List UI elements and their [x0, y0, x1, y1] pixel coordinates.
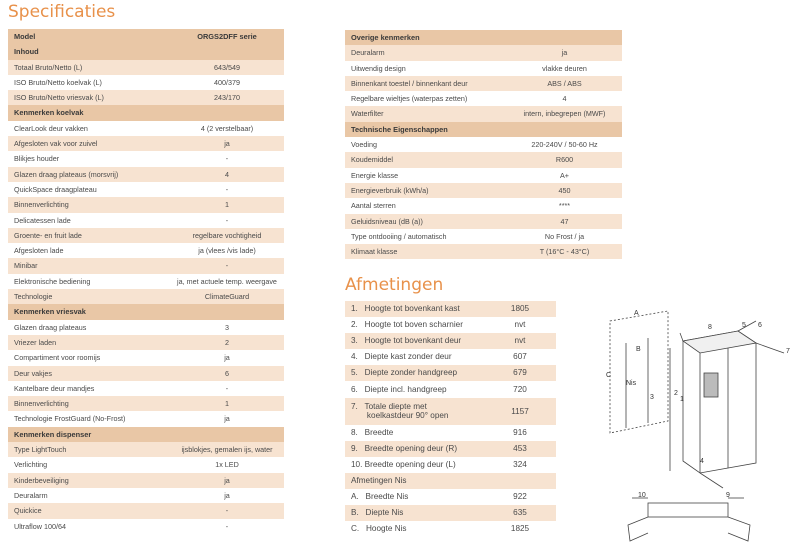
spec-value: 3: [170, 320, 284, 335]
spec-label: Technologie: [8, 289, 170, 304]
spec-value: -: [170, 213, 284, 228]
dimension-row: [345, 473, 556, 489]
spec-value: 1: [170, 197, 284, 212]
table-row: [8, 258, 284, 273]
spec-label: Minibar: [8, 258, 170, 273]
spec-label: Energieverbruik (kWh/a): [345, 183, 507, 198]
table-row: [8, 473, 284, 488]
spec-value: 1x LED: [170, 457, 284, 472]
dimension-label: 8. Breedte: [345, 425, 484, 441]
dimension-row: [345, 425, 556, 441]
spec-label: Geluidsniveau (dB (a)): [345, 214, 507, 229]
spec-value: -: [170, 258, 284, 273]
spec-label: Binnenverlichting: [8, 197, 170, 212]
spec-value: 47: [507, 214, 622, 229]
spec-label: Afgesloten lade: [8, 243, 170, 258]
table-row: [8, 366, 284, 381]
table-row: [345, 76, 622, 91]
dimension-row: [345, 441, 556, 457]
table-row: [8, 60, 284, 75]
dimension-marker: 10: [638, 492, 646, 499]
dimension-value: 607: [484, 349, 556, 365]
spec-value: [170, 105, 284, 120]
table-row: [8, 320, 284, 335]
spec-value: [170, 304, 284, 319]
dimension-row: [345, 505, 556, 521]
table-row: [8, 167, 284, 182]
spec-value: -: [170, 503, 284, 518]
spec-label: ISO Bruto/Netto koelvak (L): [8, 75, 170, 90]
table-row: [345, 106, 622, 121]
spec-label: Totaal Bruto/Netto (L): [8, 60, 170, 75]
spec-label: Binnenverlichting: [8, 396, 170, 411]
table-section-header: [8, 44, 284, 59]
table-section-header: [345, 122, 622, 137]
table-row: [8, 213, 284, 228]
spec-label: Model: [8, 29, 170, 44]
spec-value: ja: [170, 136, 284, 151]
table-row: [8, 121, 284, 136]
dimension-marker: 4: [700, 458, 704, 465]
door-left-open: [628, 517, 648, 541]
spec-value: regelbare vochtigheid: [170, 228, 284, 243]
table-row: [8, 75, 284, 90]
spec-label: Blikjes houder: [8, 151, 170, 166]
spec-value: ijsblokjes, gemalen ijs, water: [170, 442, 284, 457]
dimension-value: 916: [484, 425, 556, 441]
fridge-front: [683, 331, 756, 473]
spec-label: Technische Eigenschappen: [345, 122, 507, 137]
spec-value: -: [170, 381, 284, 396]
dimension-marker: A: [634, 310, 639, 317]
spec-label: Type ontdooiing / automatisch: [345, 229, 507, 244]
spec-value: ja: [170, 350, 284, 365]
spec-value: ORGS2DFF serie: [170, 29, 284, 44]
dimension-value: 1805: [484, 301, 556, 317]
spec-label: Vriezer laden: [8, 335, 170, 350]
table-row: [8, 519, 284, 534]
dimension-row: [345, 333, 556, 349]
spec-label: Energie klasse: [345, 168, 507, 183]
dimension-value: 635: [484, 505, 556, 521]
table-row: [345, 45, 622, 60]
spec-label: Regelbare wieltjes (waterpas zetten): [345, 91, 507, 106]
spec-label: Glazen draag plateaus: [8, 320, 170, 335]
spec-value: No Frost / ja: [507, 229, 622, 244]
table-row: [345, 61, 622, 76]
table-section-header: [8, 105, 284, 120]
spec-label: Kenmerken vriesvak: [8, 304, 170, 319]
table-row: [8, 289, 284, 304]
spec-value: 243/170: [170, 90, 284, 105]
table-row: [8, 335, 284, 350]
spec-label: ISO Bruto/Netto vriesvak (L): [8, 90, 170, 105]
table-row: [345, 152, 622, 167]
table-row: [8, 411, 284, 426]
table-row: [345, 198, 622, 213]
dimension-label: A. Breedte Nis: [345, 489, 484, 505]
dimension-label: 9. Breedte opening deur (R): [345, 441, 484, 457]
specs-title: Specificaties: [8, 2, 116, 22]
spec-value: 4: [507, 91, 622, 106]
dimension-value: [484, 473, 556, 489]
spec-value: 220-240V / 50-60 Hz: [507, 137, 622, 152]
dimension-value: 1825: [484, 521, 556, 537]
spec-value: ja: [170, 411, 284, 426]
spec-label: Kenmerken koelvak: [8, 105, 170, 120]
spec-label: Ultraflow 100/64: [8, 519, 170, 534]
dimension-row: [345, 398, 556, 425]
spec-label: ClearLook deur vakken: [8, 121, 170, 136]
spec-label: Technologie FrostGuard (No-Frost): [8, 411, 170, 426]
spec-label: Kenmerken dispenser: [8, 427, 170, 442]
spec-label: Quickice: [8, 503, 170, 518]
spec-value: -: [170, 182, 284, 197]
spec-label: Binnenkant toestel / binnenkant deur: [345, 76, 507, 91]
spec-value: T (16°C - 43°C): [507, 244, 622, 259]
dimension-marker: 1: [680, 396, 684, 403]
spec-label: Type LightTouch: [8, 442, 170, 457]
spec-label: Deuralarm: [345, 45, 507, 60]
table-row: [345, 91, 622, 106]
table-row: [345, 168, 622, 183]
spec-label: Waterfilter: [345, 106, 507, 121]
dimension-value: nvt: [484, 333, 556, 349]
dimensions-table: [345, 301, 556, 537]
spec-value: 6: [170, 366, 284, 381]
spec-label: Inhoud: [8, 44, 170, 59]
spec-label: Elektronische bediening: [8, 274, 170, 289]
spec-value: ja: [170, 473, 284, 488]
spec-value: [170, 44, 284, 59]
spec-label: Klimaat klasse: [345, 244, 507, 259]
spec-value: 2: [170, 335, 284, 350]
table-row: [345, 137, 622, 152]
door-right-open: [728, 517, 750, 541]
table-row: [8, 488, 284, 503]
dimension-marker: 9: [726, 492, 730, 499]
table-row: [345, 244, 622, 259]
dimension-marker: 2: [674, 390, 678, 397]
spec-label: Deuralarm: [8, 488, 170, 503]
dimension-label: C. Hoogte Nis: [345, 521, 484, 537]
spec-value: intern, inbegrepen (MWF): [507, 106, 622, 121]
spec-value: -: [170, 151, 284, 166]
spec-value: ja (vlees /vis lade): [170, 243, 284, 258]
dimension-row: [345, 317, 556, 333]
spec-label: Kantelbare deur mandjes: [8, 381, 170, 396]
fridge-plan-drawing: [628, 498, 750, 541]
dimension-marker: Nis: [626, 380, 637, 387]
spec-label: Verlichting: [8, 457, 170, 472]
table-row: [8, 136, 284, 151]
dimension-marker: 6: [758, 322, 762, 329]
dimension-row: [345, 489, 556, 505]
spec-label: Deur vakjes: [8, 366, 170, 381]
specs-table-left: [8, 29, 284, 534]
table-row: [8, 396, 284, 411]
dimension-row: [345, 349, 556, 365]
table-row: [8, 243, 284, 258]
niche-outline: [610, 311, 668, 433]
dimension-value: 679: [484, 365, 556, 381]
spec-value: R600: [507, 152, 622, 167]
spec-label: Koudemiddel: [345, 152, 507, 167]
table-row: [8, 442, 284, 457]
spec-value: ABS / ABS: [507, 76, 622, 91]
table-row: [345, 229, 622, 244]
dimension-label: Afmetingen Nis: [345, 473, 484, 489]
dimension-value: nvt: [484, 317, 556, 333]
dimension-label: 1. Hoogte tot bovenkant kast: [345, 301, 484, 317]
spec-value: [507, 122, 622, 137]
spec-value: [170, 427, 284, 442]
spec-value: 400/379: [170, 75, 284, 90]
dimension-marker: 8: [708, 324, 712, 331]
table-section-header: [8, 427, 284, 442]
spec-label: Delicatessen lade: [8, 213, 170, 228]
dimension-label: 6. Diepte incl. handgreep: [345, 381, 484, 397]
dimension-row: [345, 457, 556, 473]
spec-value: ja, met actuele temp. weergave: [170, 274, 284, 289]
table-row: [345, 214, 622, 229]
table-row: [8, 457, 284, 472]
dimension-row: [345, 521, 556, 537]
dims-title: Afmetingen: [345, 275, 444, 295]
dimension-label: 10. Breedte opening deur (L): [345, 457, 484, 473]
spec-label: QuickSpace draagplateau: [8, 182, 170, 197]
spec-value: 4: [170, 167, 284, 182]
specs-table-right: [345, 30, 622, 259]
table-section-header: [8, 29, 284, 44]
spec-label: Voeding: [345, 137, 507, 152]
dimension-marker: C: [606, 372, 612, 379]
dimension-value: 1157: [484, 398, 556, 425]
table-row: [8, 381, 284, 396]
spec-label: Overige kenmerken: [345, 30, 507, 45]
dimension-value: 324: [484, 457, 556, 473]
table-section-header: [8, 304, 284, 319]
dimension-label: 3. Hoogte tot bovenkant deur: [345, 333, 484, 349]
dimension-label: B. Diepte Nis: [345, 505, 484, 521]
fridge-dimension-diagram: [588, 303, 798, 548]
table-row: [8, 350, 284, 365]
dimension-value: 720: [484, 381, 556, 397]
dimension-label: 7. Totale diepte met koelkastdeur 90° open: [345, 398, 484, 425]
dimension-row: [345, 365, 556, 381]
table-row: [345, 183, 622, 198]
dispenser: [704, 373, 718, 397]
spec-value: ClimateGuard: [170, 289, 284, 304]
spec-label: Compartiment voor roomijs: [8, 350, 170, 365]
spec-label: Afgesloten vak voor zuivel: [8, 136, 170, 151]
spec-value: ****: [507, 198, 622, 213]
table-section-header: [345, 30, 622, 45]
spec-value: ja: [170, 488, 284, 503]
dimension-row: [345, 301, 556, 317]
dimension-value: 922: [484, 489, 556, 505]
table-row: [8, 503, 284, 518]
spec-value: 450: [507, 183, 622, 198]
table-row: [8, 182, 284, 197]
dimension-label: 5. Diepte zonder handgreep: [345, 365, 484, 381]
dimension-label: 2. Hoogte tot boven scharnier: [345, 317, 484, 333]
spec-label: Groente- en fruit lade: [8, 228, 170, 243]
fridge-plan-body: [648, 503, 728, 517]
table-row: [8, 228, 284, 243]
spec-value: A+: [507, 168, 622, 183]
spec-value: 4 (2 verstelbaar): [170, 121, 284, 136]
spec-value: 643/549: [170, 60, 284, 75]
spec-value: 1: [170, 396, 284, 411]
dimension-marker: 7: [786, 348, 790, 355]
table-row: [8, 90, 284, 105]
spec-value: ja: [507, 45, 622, 60]
dimension-value: 453: [484, 441, 556, 457]
fridge-3d-drawing: [610, 311, 784, 488]
table-row: [8, 274, 284, 289]
spec-value: -: [170, 519, 284, 534]
dimension-row: [345, 381, 556, 397]
dimension-marker: B: [636, 346, 641, 353]
spec-value: [507, 30, 622, 45]
table-row: [8, 197, 284, 212]
spec-label: Aantal sterren: [345, 198, 507, 213]
dimension-marker: 3: [650, 394, 654, 401]
spec-label: Uitwendig design: [345, 61, 507, 76]
dimension-marker: 5: [742, 322, 746, 329]
spec-label: Glazen draag plateaus (morsvrij): [8, 167, 170, 182]
table-row: [8, 151, 284, 166]
spec-label: Kinderbeveiliging: [8, 473, 170, 488]
spec-value: vlakke deuren: [507, 61, 622, 76]
dimension-label: 4. Diepte kast zonder deur: [345, 349, 484, 365]
